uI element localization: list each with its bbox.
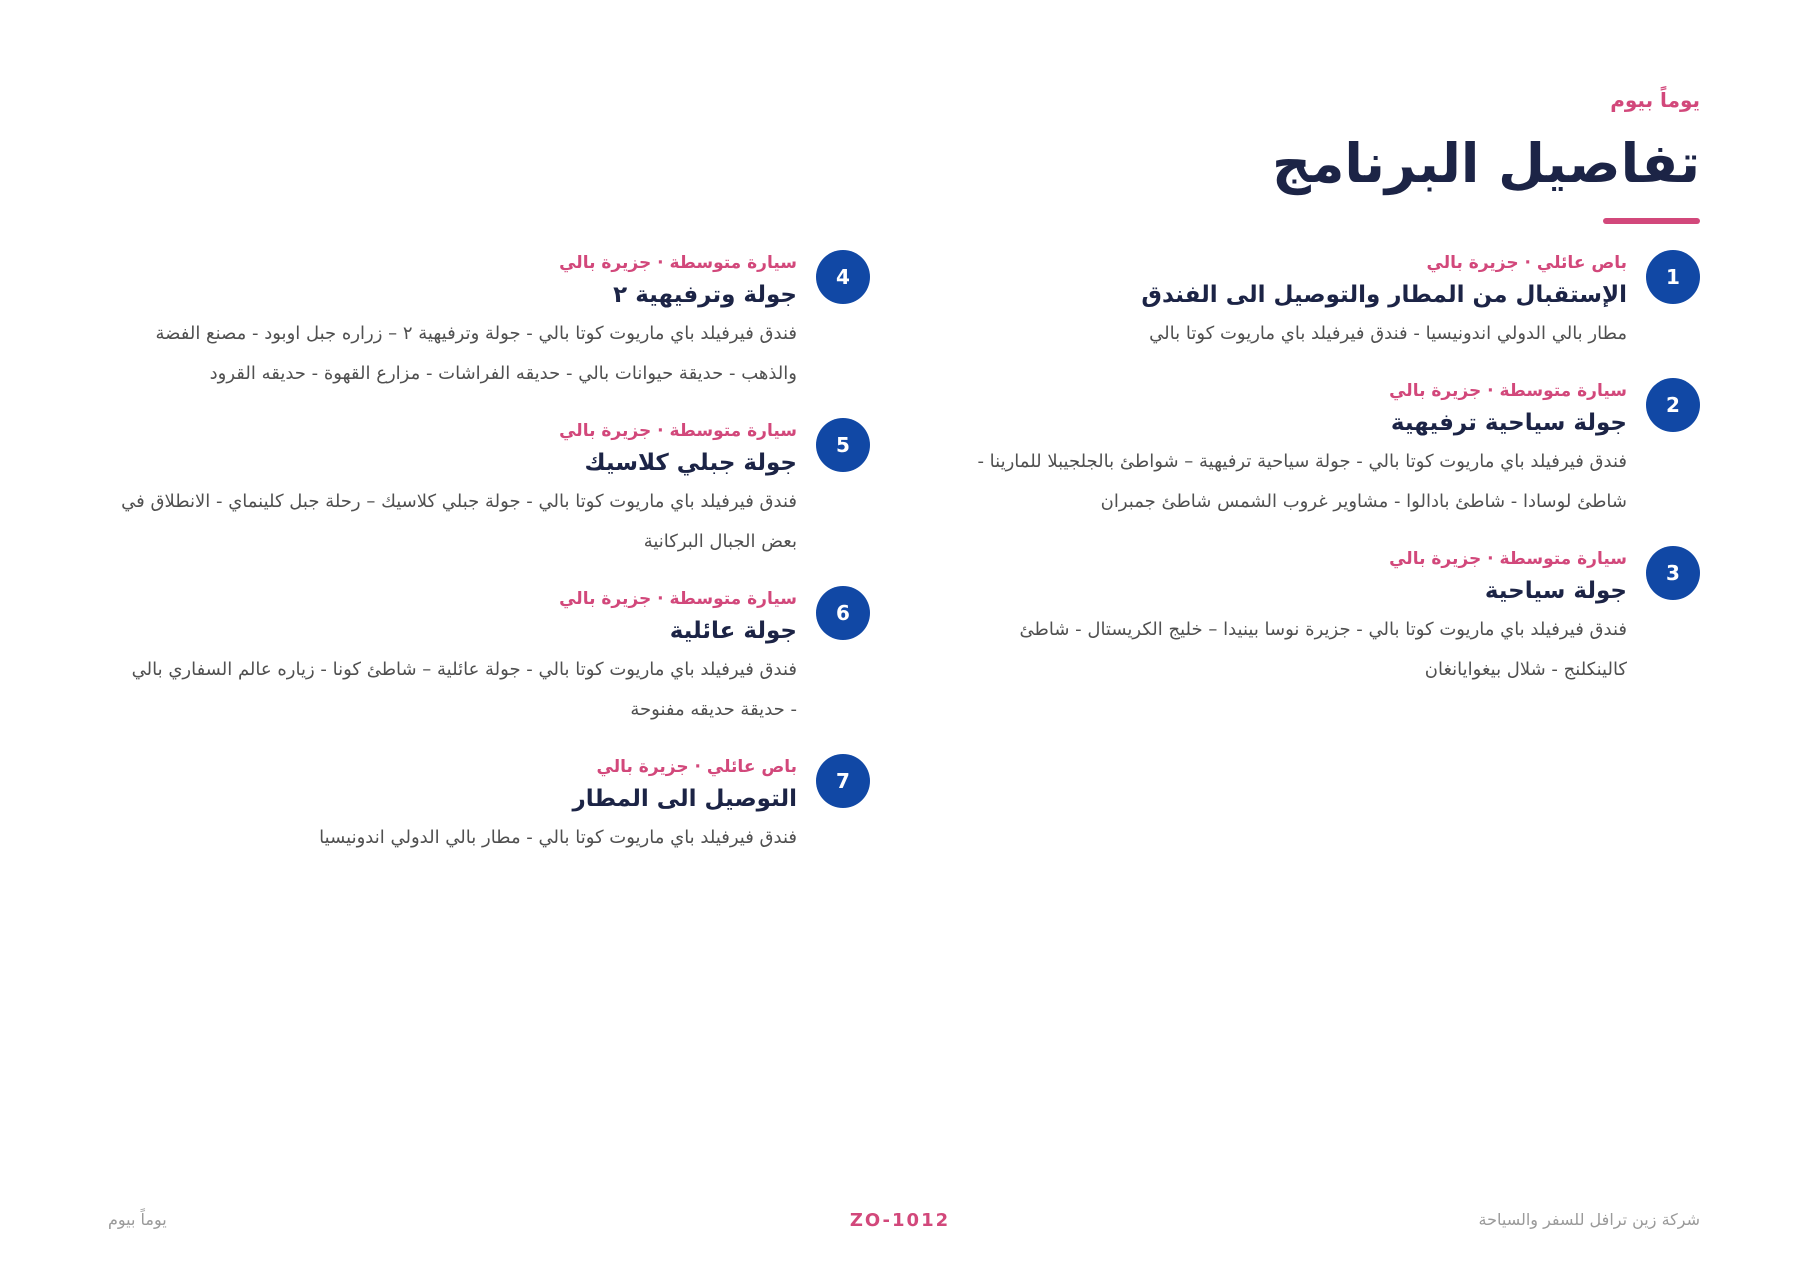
day-description: فندق فيرفيلد باي ماريوت كوتا بالي - جولة جبلي كلاسيك – رحلة جبل كلينماي - الانطلاق في بعض الجبال البركانية	[121, 491, 797, 552]
day-title: جولة جبلي كلاسيك	[584, 450, 797, 476]
day-meta: باص عائلي · جزيرة بالي	[1426, 253, 1627, 273]
day-item	[120, 418, 870, 562]
day-description: فندق فيرفيلد باي ماريوت كوتا بالي - مطار بالي الدولي اندونيسيا	[319, 827, 797, 848]
itinerary-column-left	[120, 248, 870, 858]
day-title: جولة سياحية	[1484, 578, 1627, 604]
page-footer	[0, 1210, 1800, 1234]
day-item	[960, 378, 1700, 522]
day-meta: سيارة متوسطة · جزيرة بالي	[1389, 381, 1627, 401]
footer-section-label: يوماً بيوم	[108, 1210, 167, 1229]
day-meta: سيارة متوسطة · جزيرة بالي	[559, 421, 797, 441]
day-meta: باص عائلي · جزيرة بالي	[596, 757, 797, 777]
day-title: جولة وترفيهية ٢	[613, 282, 797, 308]
day-number-badge: 3	[1646, 546, 1700, 600]
day-item	[960, 546, 1700, 690]
day-meta: سيارة متوسطة · جزيرة بالي	[1389, 549, 1627, 569]
day-number-badge: 7	[816, 754, 870, 808]
day-item	[960, 250, 1700, 354]
day-description: فندق فيرفيلد باي ماريوت كوتا بالي - جزيرة نوسا بينيدا – خليج الكريستال - شاطئ كالينكلنج - شلال بيغوايانغان	[1019, 619, 1627, 680]
page-title: تفاصيل البرنامج	[1272, 132, 1700, 195]
footer-company-name: شركة زين ترافل للسفر والسياحة	[1478, 1210, 1700, 1229]
footer-trip-code: ZO-1012	[849, 1210, 951, 1231]
day-meta: سيارة متوسطة · جزيرة بالي	[559, 253, 797, 273]
day-item	[120, 250, 870, 394]
day-description: فندق فيرفيلد باي ماريوت كوتا بالي - جولة عائلية – شاطئ كونا - زياره عالم السفاري بالي - حديقة حديقه مفنوحة	[131, 659, 797, 720]
day-title: التوصيل الى المطار	[572, 786, 797, 812]
day-number-badge: 6	[816, 586, 870, 640]
day-title: الإستقبال من المطار والتوصيل الى الفندق	[1141, 282, 1627, 308]
day-meta: سيارة متوسطة · جزيرة بالي	[559, 589, 797, 609]
day-title: جولة سياحية ترفيهية	[1390, 410, 1627, 436]
day-description: فندق فيرفيلد باي ماريوت كوتا بالي - جولة سياحية ترفيهية – شواطئ بالجلجيبلا للمارينا - شاطئ لوسادا - شاطئ بادالوا - مشاوير غروب الشمس شاطئ جمبران	[977, 451, 1627, 512]
day-title: جولة عائلية	[669, 618, 797, 644]
title-underline	[1603, 218, 1700, 224]
day-description: فندق فيرفيلد باي ماريوت كوتا بالي - جولة وترفيهية ٢ – زراره جبل اوبود - مصنع الفضة والذهب - حديقة حيوانات بالي - حديقه الفراشات - مزارع القهوة - حديقه القرود	[155, 323, 797, 384]
itinerary-column-right	[960, 248, 1700, 690]
day-number-badge: 5	[816, 418, 870, 472]
day-number-badge: 1	[1646, 250, 1700, 304]
day-item	[120, 754, 870, 858]
day-number-badge: 2	[1646, 378, 1700, 432]
day-item	[120, 586, 870, 730]
day-description: مطار بالي الدولي اندونيسيا - فندق فيرفيلد باي ماريوت كوتا بالي	[1149, 323, 1627, 344]
day-number-badge: 4	[816, 250, 870, 304]
section-eyebrow: يوماً بيوم	[1610, 88, 1700, 112]
